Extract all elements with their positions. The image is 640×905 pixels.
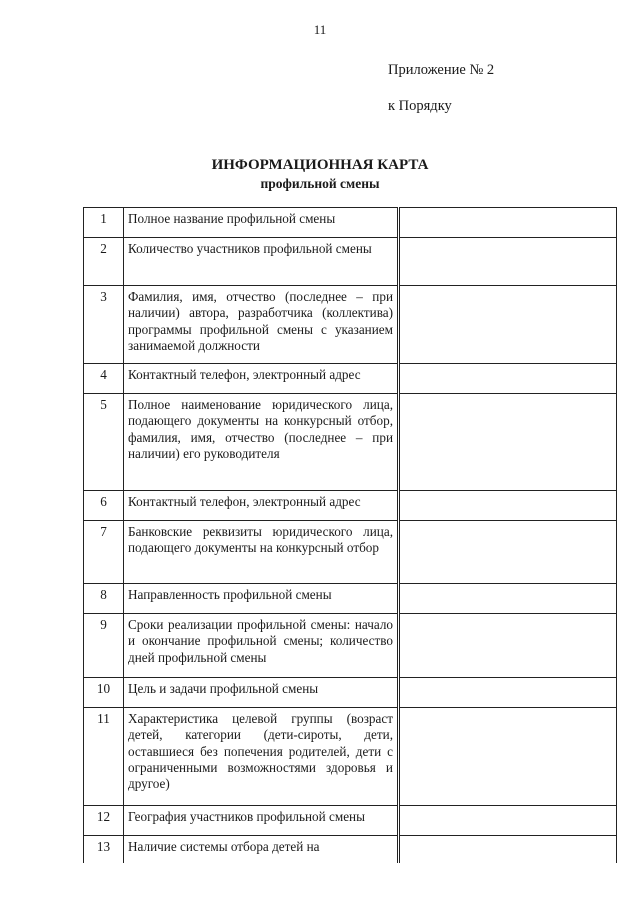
row-value bbox=[399, 394, 617, 491]
row-number: 8 bbox=[84, 584, 124, 614]
table-row bbox=[84, 806, 617, 836]
row-label: Характеристика целевой группы (возраст детей, категории (дети-сироты, дети, оставшиеся без попечения родителей, дети с ограниченными возможностями здоровья и другое) bbox=[124, 708, 399, 806]
row-label: Наличие системы отбора детей на bbox=[124, 836, 399, 863]
row-label: Полное название профильной смены bbox=[124, 208, 399, 238]
table-row bbox=[84, 208, 617, 238]
table-row bbox=[84, 614, 617, 678]
row-number: 1 bbox=[84, 208, 124, 238]
appendix-number: Приложение № 2 bbox=[388, 62, 495, 78]
row-number: 4 bbox=[84, 364, 124, 394]
row-value bbox=[399, 708, 617, 806]
row-value bbox=[399, 208, 617, 238]
row-label: Контактный телефон, электронный адрес bbox=[124, 491, 399, 521]
table-row bbox=[84, 521, 617, 584]
row-label: Сроки реализации профильной смены: начало и окончание профильной смены; количество дней профильной смены bbox=[124, 614, 399, 678]
row-value bbox=[399, 521, 617, 584]
row-number: 5 bbox=[84, 394, 124, 491]
document-title: ИНФОРМАЦИОННАЯ КАРТА bbox=[211, 157, 429, 173]
info-card-table bbox=[83, 207, 617, 863]
row-value bbox=[399, 614, 617, 678]
row-number: 10 bbox=[84, 678, 124, 708]
table-row bbox=[84, 286, 617, 364]
row-label: Направленность профильной смены bbox=[124, 584, 399, 614]
row-number: 2 bbox=[84, 238, 124, 286]
table-row bbox=[84, 836, 617, 863]
row-value bbox=[399, 836, 617, 863]
row-value bbox=[399, 584, 617, 614]
row-label: Полное наименование юридического лица, подающего документы на конкурсный отбор, фамилия, имя, отчество (последнее – при наличии) его руководителя bbox=[124, 394, 399, 491]
table-row bbox=[84, 678, 617, 708]
table-row bbox=[84, 364, 617, 394]
table-row bbox=[84, 491, 617, 521]
appendix-reference: к Порядку bbox=[388, 98, 452, 114]
row-number: 7 bbox=[84, 521, 124, 584]
row-label: Фамилия, имя, отчество (последнее – при наличии) автора, разработчика (коллектива) программы профильной смены с указанием занимаемой должности bbox=[124, 286, 399, 364]
table-row bbox=[84, 708, 617, 806]
row-number: 13 bbox=[84, 836, 124, 863]
page-number: 11 bbox=[313, 22, 327, 37]
row-label: Контактный телефон, электронный адрес bbox=[124, 364, 399, 394]
document-subtitle: профильной смены bbox=[260, 176, 380, 191]
row-value bbox=[399, 238, 617, 286]
row-label: Банковские реквизиты юридического лица, подающего документы на конкурсный отбор bbox=[124, 521, 399, 584]
row-value bbox=[399, 678, 617, 708]
row-label: Цель и задачи профильной смены bbox=[124, 678, 399, 708]
table-row bbox=[84, 394, 617, 491]
row-label: География участников профильной смены bbox=[124, 806, 399, 836]
row-label: Количество участников профильной смены bbox=[124, 238, 399, 286]
row-value bbox=[399, 806, 617, 836]
row-value bbox=[399, 364, 617, 394]
row-number: 11 bbox=[84, 708, 124, 806]
row-number: 3 bbox=[84, 286, 124, 364]
row-value bbox=[399, 286, 617, 364]
row-number: 12 bbox=[84, 806, 124, 836]
row-number: 9 bbox=[84, 614, 124, 678]
table-row bbox=[84, 238, 617, 286]
table-row bbox=[84, 584, 617, 614]
row-number: 6 bbox=[84, 491, 124, 521]
row-value bbox=[399, 491, 617, 521]
